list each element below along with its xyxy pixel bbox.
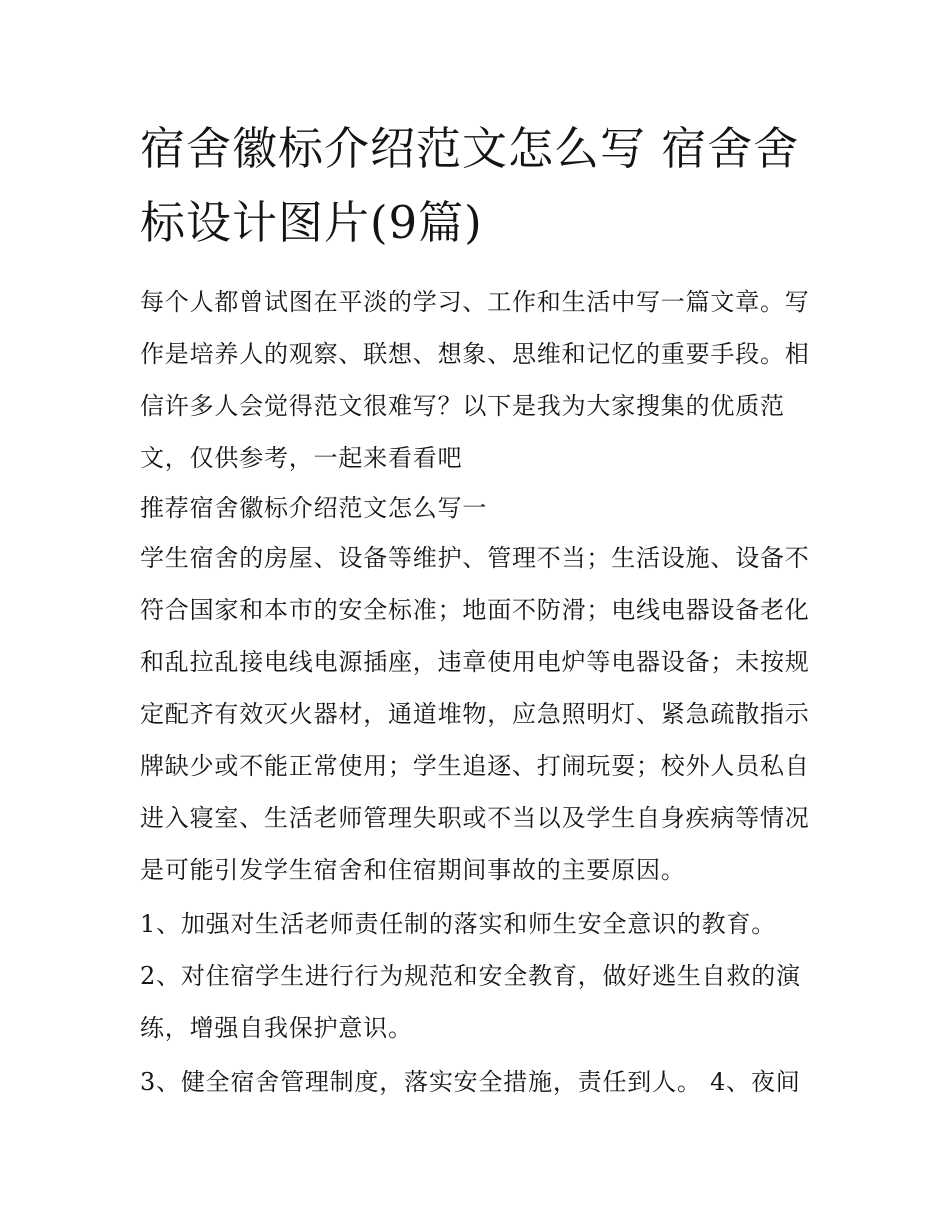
section-paragraph: 学生宿舍的房屋、设备等维护、管理不当；生活设施、设备不符合国家和本市的安全标准；地面不防滑；电线电器设备老化和乱拉乱接电线电源插座，违章使用电炉等电器设备；未按规定配齐有效灭火器材，通道堆物，应急照明灯、紧急疏散指示牌缺少或不能正常使用；学生追逐、打闹玩耍；校外人员私自进入寝室、生活老师管理失职或不当以及学生自身疾病等情况是可能引发学生宿舍和住宿期间事故的主要原因。 [140,544,810,884]
document-body [140,276,830,1108]
list-item: 1、加强对生活老师责任制的落实和师生安全意识的教育。 [140,910,777,938]
document-title: 宿舍徽标介绍范文怎么写 宿舍舍标设计图片(9篇) [140,122,800,249]
list-item: 2、对住宿学生进行行为规范和安全教育，做好逃生自救的演练，增强自我保护意识。 [140,962,801,1042]
list-item: 3、健全宿舍管理制度，落实安全措施，责任到人。 4、夜间 [140,1068,801,1096]
section-heading: 推荐宿舍徽标介绍范文怎么写一 [140,494,488,522]
document-page [140,112,830,1108]
intro-paragraph: 每个人都曾试图在平淡的学习、工作和生活中写一篇文章。写作是培养人的观察、联想、想象、思维和记忆的重要手段。相信许多人会觉得范文很难写？以下是我为大家搜集的优质范文，仅供参考，一起来看看吧 [140,288,810,472]
